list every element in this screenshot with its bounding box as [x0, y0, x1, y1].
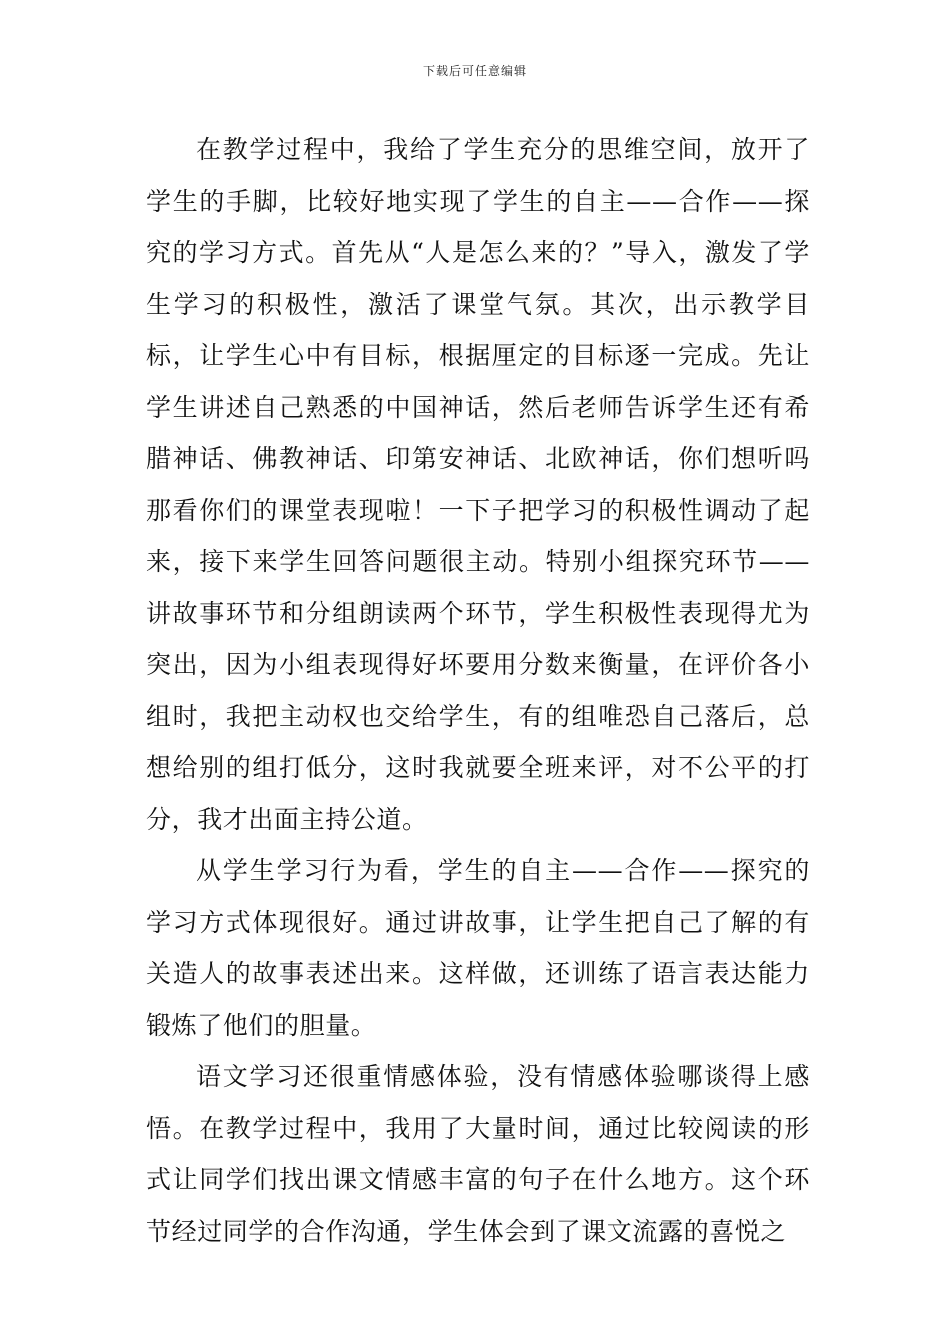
paragraph-teaching-process: 在教学过程中，我给了学生充分的思维空间，放开了学生的手脚，比较好地实现了学生的自主——合作——探究的学习方式。首先从“人是怎么来的？”导入，激发了学生学习的积极性，激活了课堂气氛。其次，出示教学目标，让学生心中有目标，根据厘定的目标逐一完成。先让学生讲述自己熟悉的中国神话，然后老师告诉学生还有希腊神话、佛教神话、印第安神话、北欧神话，你们想听吗那看你们的课堂表现啦！一下子把学习的积极性调动了起来，接下来学生回答问题很主动。特别小组探究环节——讲故事环节和分组朗读两个环节，学生积极性表现得尤为突出，因为小组表现得好坏要用分数来衡量，在评价各小组时，我把主动权也交给学生，有的组唯恐自己落后，总想给别的组打低分，这时我就要全班来评，对不公平的打分，我才出面主持公道。 [146, 135, 810, 834]
paragraph-emotional-experience: 语文学习还很重情感体验，没有情感体验哪谈得上感悟。在教学过程中，我用了大量时间，通过比较阅读的形式让同学们找出课文情感丰富的句子在什么地方。这个环节经过同学的合作沟通，学生体会到了课文流露的喜悦之 [146, 1062, 810, 1246]
paragraph-learning-behavior: 从学生学习行为看，学生的自主——合作——探究的学习方式体现很好。通过讲故事，让学生把自己了解的有关造人的故事表述出来。这样做，还训练了语言表达能力锻炼了他们的胆量。 [146, 856, 810, 1040]
document-body [146, 124, 810, 1257]
page-header: 下载后可任意编辑 [422, 64, 527, 78]
